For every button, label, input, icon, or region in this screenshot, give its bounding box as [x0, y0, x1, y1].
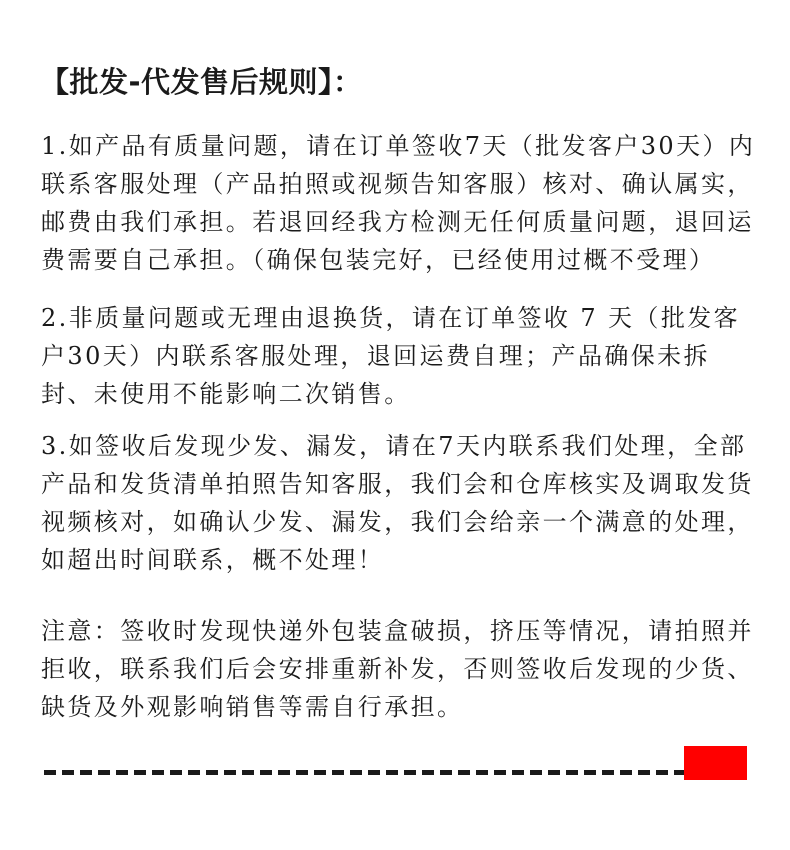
- rule-paragraph-missing-items: 3.如签收后发现少发、漏发，请在7天内联系我们处理，全部产品和发货清单拍照告知客服，我们会和仓库核实及调取发货视频核对，如确认少发、漏发，我们会给亲一个满意的处理，如超出时间联系，概不处理！: [41, 432, 754, 574]
- rule-paragraph-no-reason-return: 2.非质量问题或无理由退换货，请在订单签收 7 天（批发客户30天）内联系客服处理，退回运费自理；产品确保未拆封、未使用不能影响二次销售。: [41, 304, 741, 408]
- rule-paragraph-quality-issue: 1.如产品有质量问题，请在订单签收7天（批发客户30天）内联系客服处理（产品拍照或视频告知客服）核对、确认属实，邮费由我们承担。若退回经我方检测无任何质量问题，退回运费需要自己承担。（确保包装完好，已经使用过概不受理）: [41, 132, 756, 274]
- footer-dashed-divider: [44, 770, 684, 775]
- footer-accent-block: [684, 746, 747, 780]
- page-title: 【批发-代发售后规则】：: [40, 65, 363, 99]
- rule-paragraph-note: 注意：签收时发现快递外包装盒破损，挤压等情况，请拍照并拒收，联系我们后会安排重新补发，否则签收后发现的少货、缺货及外观影响销售等需自行承担。: [41, 617, 754, 721]
